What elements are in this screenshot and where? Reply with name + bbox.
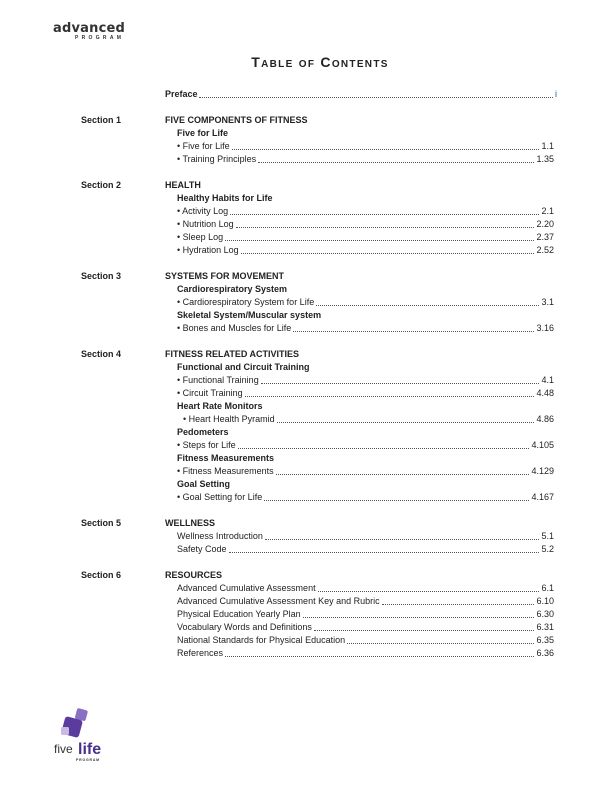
toc-row — [0, 400, 612, 413]
spacer — [0, 257, 612, 270]
dot-leader — [318, 582, 540, 592]
entry-label: Physical Education Yearly Plan — [177, 609, 301, 619]
dot-leader — [245, 387, 535, 397]
entry-label: • Sleep Log — [177, 232, 224, 242]
entry-label: Advanced Cumulative Assessment Key and Rubric — [177, 596, 380, 606]
page-number: 1.1 — [541, 141, 554, 151]
five-for-life-logo — [52, 705, 112, 765]
toc-row — [0, 283, 612, 296]
logo-subtext: PROGRAM — [75, 35, 125, 41]
table-of-contents — [0, 88, 612, 660]
entry-label: Vocabulary Words and Definitions — [177, 622, 312, 632]
dot-leader — [199, 88, 553, 98]
entry-label: • Circuit Training — [177, 388, 243, 398]
toc-entry[interactable] — [177, 231, 554, 244]
dot-leader — [225, 647, 534, 657]
section-header-row — [0, 179, 612, 192]
toc-entry[interactable] — [177, 322, 554, 335]
dot-leader — [382, 595, 535, 605]
subsection-heading: Healthy Habits for Life — [177, 193, 273, 203]
page-number: 6.36 — [536, 648, 554, 658]
section-header-row — [0, 270, 612, 283]
entry-label: • Cardiorespiratory System for Life — [177, 297, 315, 307]
page-number: 6.35 — [536, 635, 554, 645]
toc-entry[interactable] — [183, 413, 554, 426]
advanced-program-logo — [53, 22, 125, 41]
dot-leader — [230, 205, 539, 215]
entry-label: Preface — [165, 89, 198, 99]
toc-entry[interactable] — [177, 530, 554, 543]
toc-entry[interactable] — [177, 153, 554, 166]
toc-row — [0, 582, 612, 595]
page-number: 2.1 — [541, 206, 554, 216]
page-number: 6.30 — [536, 609, 554, 619]
toc-section — [0, 270, 612, 335]
page-number: 2.37 — [536, 232, 554, 242]
toc-entry[interactable] — [177, 491, 554, 504]
entry-label: • Nutrition Log — [177, 219, 234, 229]
entry-label: References — [177, 648, 224, 658]
toc-row — [0, 595, 612, 608]
section-title[interactable]: WELLNESS — [165, 518, 216, 528]
page-number: 1.35 — [536, 154, 554, 164]
dot-leader — [258, 153, 534, 163]
toc-row — [0, 413, 612, 426]
subsection-heading: Goal Setting — [177, 479, 231, 489]
entry-label: • Heart Health Pyramid — [183, 414, 275, 424]
page-number: 5.2 — [541, 544, 554, 554]
entry-label: • Five for Life — [177, 141, 230, 151]
dot-leader — [229, 543, 540, 553]
toc-row — [0, 374, 612, 387]
toc-row — [0, 452, 612, 465]
page-number: 6.31 — [536, 622, 554, 632]
section-label: Section 6 — [81, 570, 122, 580]
toc-entry[interactable] — [177, 205, 554, 218]
page-number: 2.20 — [536, 219, 554, 229]
dot-leader — [238, 439, 530, 449]
dot-leader — [314, 621, 535, 631]
entry-label: • Bones and Muscles for Life — [177, 323, 292, 333]
subsection-heading: Heart Rate Monitors — [177, 401, 263, 411]
toc-entry[interactable] — [177, 647, 554, 660]
subsection-heading: Cardiorespiratory System — [177, 284, 288, 294]
toc-entry[interactable] — [177, 439, 554, 452]
toc-row — [0, 127, 612, 140]
toc-row — [0, 322, 612, 335]
toc-row — [0, 231, 612, 244]
toc-section — [0, 179, 612, 257]
section-title[interactable]: HEALTH — [165, 180, 201, 190]
toc-section — [0, 348, 612, 504]
section-title[interactable]: FIVE COMPONENTS OF FITNESS — [165, 115, 308, 125]
spacer — [0, 335, 612, 348]
dot-leader — [293, 322, 534, 332]
toc-entry[interactable] — [177, 543, 554, 556]
dot-leader — [232, 140, 540, 150]
dot-leader — [225, 231, 534, 241]
svg-text:five: five — [54, 742, 73, 756]
dot-leader — [347, 634, 534, 644]
section-title[interactable]: FITNESS RELATED ACTIVITIES — [165, 349, 300, 359]
subsection-heading: Pedometers — [177, 427, 229, 437]
section-label: Section 5 — [81, 518, 122, 528]
toc-row — [0, 361, 612, 374]
entry-label: National Standards for Physical Education — [177, 635, 346, 645]
entry-label: Advanced Cumulative Assessment — [177, 583, 316, 593]
section-label: Section 4 — [81, 349, 122, 359]
page-number: 6.10 — [536, 596, 554, 606]
entry-label: • Hydration Log — [177, 245, 239, 255]
spacer — [0, 504, 612, 517]
page-number: 4.48 — [536, 388, 554, 398]
toc-entry[interactable] — [177, 296, 554, 309]
toc-section — [0, 569, 612, 660]
toc-entry[interactable] — [177, 582, 554, 595]
page-number: 3.1 — [541, 297, 554, 307]
toc-row — [0, 634, 612, 647]
toc-entry[interactable] — [177, 595, 554, 608]
page-number: 3.16 — [536, 323, 554, 333]
toc-row — [0, 426, 612, 439]
section-label: Section 3 — [81, 271, 122, 281]
toc-row — [0, 140, 612, 153]
section-label: Section 2 — [81, 180, 122, 190]
entry-label: • Activity Log — [177, 206, 229, 216]
subsection-heading: Five for Life — [177, 128, 229, 138]
toc-row — [0, 608, 612, 621]
dot-leader — [236, 218, 535, 228]
entry-label: • Fitness Measurements — [177, 466, 274, 476]
dot-leader — [265, 530, 540, 540]
page-number: i — [555, 89, 557, 99]
entry-label: Safety Code — [177, 544, 227, 554]
toc-row — [0, 439, 612, 452]
dot-leader — [316, 296, 539, 306]
toc-entry[interactable] — [177, 608, 554, 621]
toc-section — [0, 517, 612, 556]
toc-row — [0, 543, 612, 556]
dot-leader — [277, 413, 535, 423]
page-number: 2.52 — [536, 245, 554, 255]
toc-row — [0, 530, 612, 543]
dot-leader — [276, 465, 530, 475]
spacer — [0, 166, 612, 179]
dot-leader — [264, 491, 529, 501]
toc-entry[interactable] — [177, 218, 554, 231]
svg-text:life: life — [78, 741, 102, 758]
toc-row — [0, 387, 612, 400]
toc-entry[interactable] — [177, 244, 554, 257]
page-number: 5.1 — [541, 531, 554, 541]
toc-entry[interactable] — [177, 634, 554, 647]
toc-entry[interactable] — [177, 374, 554, 387]
dot-leader — [261, 374, 540, 384]
toc-row — [0, 465, 612, 478]
toc-row — [0, 296, 612, 309]
section-header-row — [0, 569, 612, 582]
toc-row — [0, 244, 612, 257]
section-label: Section 1 — [81, 115, 122, 125]
page-number: 4.86 — [536, 414, 554, 424]
entry-label: • Steps for Life — [177, 440, 236, 450]
page-number: 6.1 — [541, 583, 554, 593]
toc-row — [0, 192, 612, 205]
page-number: 4.105 — [531, 440, 554, 450]
toc-section — [0, 114, 612, 166]
dot-leader — [241, 244, 535, 254]
toc-entry[interactable] — [177, 465, 554, 478]
entry-label: • Goal Setting for Life — [177, 492, 263, 502]
subsection-heading: Skeletal System/Muscular system — [177, 310, 322, 320]
logo-text: advanced — [53, 21, 126, 36]
svg-text:PROGRAM: PROGRAM — [76, 758, 100, 762]
page-title: Table of Contents — [251, 54, 389, 70]
section-title[interactable]: RESOURCES — [165, 570, 223, 580]
subsection-heading: Functional and Circuit Training — [177, 362, 310, 372]
toc-entry[interactable] — [177, 140, 554, 153]
page-number: 4.1 — [541, 375, 554, 385]
toc-row — [0, 647, 612, 660]
entry-label: • Functional Training — [177, 375, 259, 385]
entry-label: • Training Principles — [177, 154, 257, 164]
page-number: 4.167 — [531, 492, 554, 502]
spacer — [0, 556, 612, 569]
section-header-row — [0, 114, 612, 127]
subsection-heading: Fitness Measurements — [177, 453, 275, 463]
toc-row — [0, 205, 612, 218]
toc-row — [0, 491, 612, 504]
toc-entry-preface[interactable] — [165, 88, 557, 101]
toc-row — [0, 621, 612, 634]
entry-label: Wellness Introduction — [177, 531, 263, 541]
toc-row — [0, 309, 612, 322]
toc-entry[interactable] — [177, 621, 554, 634]
dot-leader — [303, 608, 535, 618]
section-header-row — [0, 517, 612, 530]
toc-entry[interactable] — [177, 387, 554, 400]
page-number: 4.129 — [531, 466, 554, 476]
section-header-row — [0, 348, 612, 361]
toc-row — [0, 153, 612, 166]
toc-row — [0, 218, 612, 231]
toc-row — [0, 478, 612, 491]
section-title[interactable]: SYSTEMS FOR MOVEMENT — [165, 271, 285, 281]
